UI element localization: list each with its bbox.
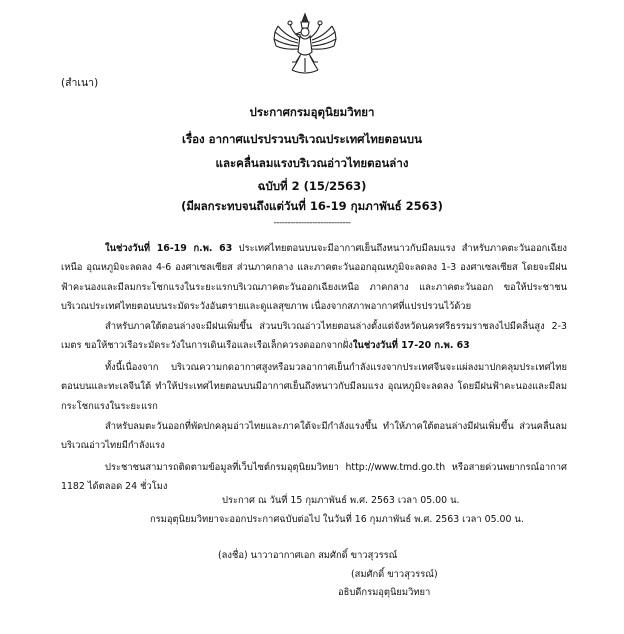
paragraph-1-text: ประเทศไทยตอนบนจะมีอากาศเย็นถึงหนาวกับมีลมแรง สำหรับภาคตะวันออกเฉียงเหนือ อุณหภูมิจะลดลง 4-6 องศาเซลเซียส ส่วนภาคกลาง และภาคตะวันออกอุณหภูมิจะลดลง 1-3 องศาเซลเซียส โดยจะมีฝนฟ้าคะนองและมีลมกระโชกแรงในระยะแรกบริเวณภาคตะวันออกเฉียงเหนือ ภาคกลาง และภาคตะวันออก ขอให้ประชาชนบริเวณประเทศไทยตอนบนระมัดระวังอันตรายและดูแลสุขภาพ เนื่องจากสภาพอากาศที่แปรปรวนไว้ด้วย <box>61 243 567 312</box>
signer-title: อธิบดีกรมอุตุนิยมวิทยา <box>338 587 431 598</box>
issued-date: ประกาศ ณ วันที่ 15 กุมภาพันธ์ พ.ศ. 2563 เวลา 05.00 น. <box>222 495 460 506</box>
separator-line: ---------------------------- <box>273 218 351 228</box>
copy-label: (สำเนา) <box>61 77 99 89</box>
signature-line: (ลงชื่อ) นาวาอากาศเอก สมศักดิ์ ขาวสุวรรณ์ <box>218 550 398 561</box>
paragraph-2-text: สำหรับภาคใต้ตอนล่างจะมีฝนเพิ่มขึ้น ส่วนบริเวณอ่าวไทยตอนล่างตั้งแต่จังหวัดนครศรีธรรมราชลงไปมีคลื่นสูง 2-3 เมตร ขอให้ชาวเรือระมัดระวังในการเดินเรือและเรือเล็กควรงดออกจากฝั่ง <box>61 321 567 352</box>
agency-announcement-title: ประกาศกรมอุตุนิยมวิทยา <box>249 105 375 119</box>
effect-period: (มีผลกระทบจนถึงแต่วันที่ 16-19 กุมภาพันธ์ 2563) <box>181 199 443 213</box>
paragraph-1-lead: ในช่วงวันที่ 16-19 ก.พ. 63 <box>105 243 233 254</box>
paragraph-3: ทั้งนี้เนื่องจาก บริเวณความกดอากาศสูงหรือมวลอากาศเย็นกำลังแรงจากประเทศจีนจะแผ่ลงมาปกคลุมประเทศไทยตอนบนและทะเลจีนใต้ ทำให้ประเทศไทยตอนบนมีอากาศเย็นถึงหนาวกับมีลมแรง อุณหภูมิจะลดลง โดยมีฝนฟ้าคะนองและมีลมกระโชกแรงในระยะแรก <box>61 362 567 412</box>
paragraph-2 <box>61 317 567 356</box>
signer-name: (สมศักดิ์ ขาวสุวรรณ์) <box>351 569 438 580</box>
paragraph-1 <box>61 239 567 316</box>
paragraph-2-lead: ในช่วงวันที่ 17-20 ก.พ. 63 <box>352 340 470 352</box>
next-issue-notice: กรมอุตุนิยมวิทยาจะออกประกาศฉบับต่อไป ในวันที่ 16 กุมภาพันธ์ พ.ศ. 2563 เวลา 05.00 น. <box>150 514 524 525</box>
subject-line-2: และคลื่นลมแรงบริเวณอ่าวไทยตอนล่าง <box>215 156 409 170</box>
paragraph-4: สำหรับลมตะวันออกที่พัดปกคลุมอ่าวไทยและภาคใต้จะมีกำลังแรงขึ้น ทำให้ภาคใต้ตอนล่างมีฝนเพิ่มขึ้น ส่วนคลื่นลมบริเวณอ่าวไทยมีกำลังแรง <box>61 421 567 452</box>
subject-line-1: เรื่อง อากาศแปรปรวนบริเวณประเทศไทยตอนบน <box>182 132 422 146</box>
paragraph-5: ประชาชนสามารถติดตามข้อมูลที่เว็บไซต์กรมอุตุนิยมวิทยา http://www.tmd.go.th หรือสายด่วนพยากรณ์อากาศ 1182 ได้ตลอด 24 ชั่วโมง <box>61 462 567 493</box>
garuda-emblem-icon <box>272 12 338 76</box>
issue-number: ฉบับที่ 2 (15/2563) <box>257 179 367 193</box>
